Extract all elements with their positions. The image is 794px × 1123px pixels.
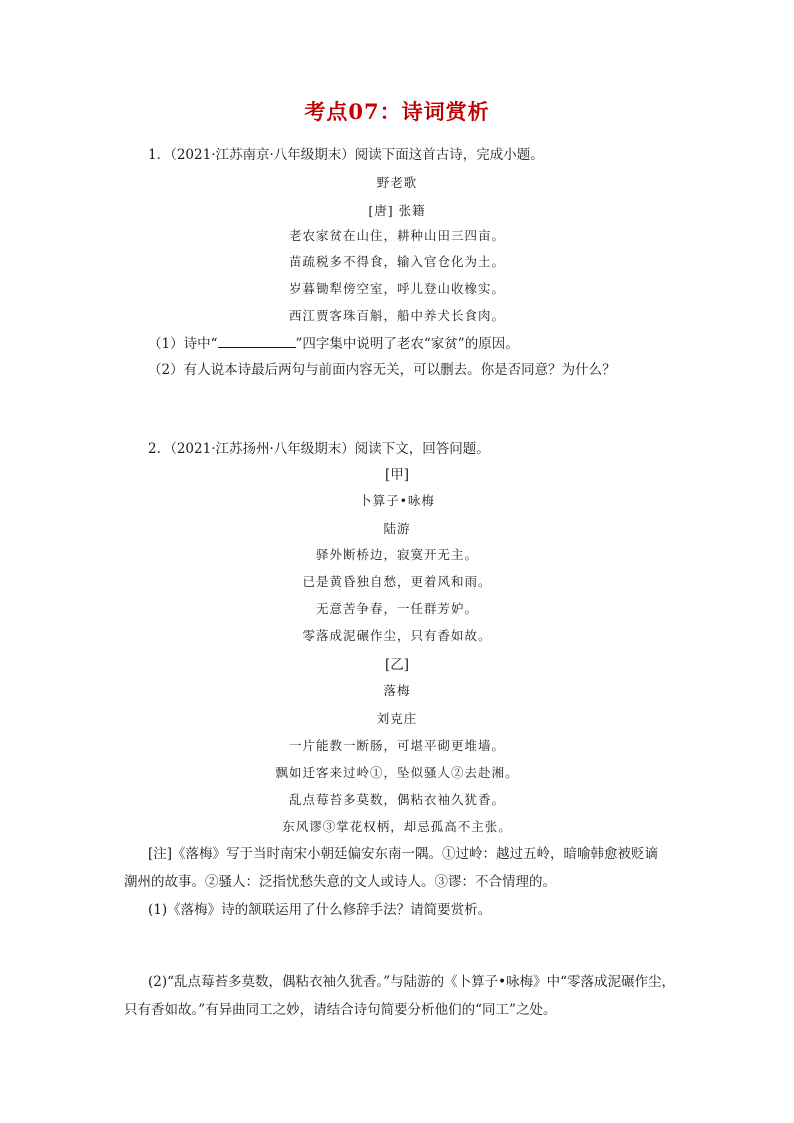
q2-note-line: 潮州的故事。②骚人：泛指忧愁失意的文人或诗人。③谬：不合情理的。: [124, 874, 556, 890]
q2-yi-line: 东风谬③掌花权柄，却忌孤高不主张。: [282, 819, 512, 834]
q2-jia-line: 零落成泥碾作尘，只有香如故。: [302, 628, 492, 643]
q1-subquestion-2: （2）有人说本诗最后两句与前面内容无关，可以删去。你是否同意？为什么？: [148, 362, 616, 378]
answer-blank[interactable]: [218, 334, 296, 348]
q1-heading: 1．（2021·江苏南京·八年级期末）阅读下面这首古诗，完成小题。: [148, 147, 544, 163]
q2-jia-line: 驿外断桥边，寂寞开无主。: [315, 547, 478, 562]
q2-subquestion-2-line1: (2)“乱点莓苔多莫数，偶粘衣袖久犹香。”与陆游的《卜算子•咏梅》中“零落成泥碾作尘，: [148, 974, 676, 990]
q2-jia-line: 无意苦争春，一任群芳妒。: [315, 601, 478, 616]
q1-poem-line: 岁暮锄犁傍空室，呼儿登山收橡实。: [288, 281, 505, 296]
q2-jia-author: 陆游: [383, 521, 411, 536]
q2-jia-line: 已是黄昏独自愁，更着风和雨。: [302, 574, 492, 589]
q1-poem-author: [唐] 张籍: [368, 203, 426, 218]
q2-jia-label: [甲]: [384, 467, 410, 483]
page-title: 考点07：诗词赏析: [304, 99, 490, 124]
q1-poem-line: 西江贾客珠百斛，船中养犬长食肉。: [288, 308, 505, 323]
q1-subquestion-1: [148, 334, 519, 353]
q1-sub1-prefix: （1）诗中“: [148, 336, 218, 352]
q1-poem-title: 野老歌: [376, 175, 418, 190]
q2-yi-line: 飘如迁客来过岭①，坠似骚人②去赴湘。: [275, 765, 519, 780]
q1-sub1-suffix: ”四字集中说明了老农“家贫”的原因。: [295, 336, 519, 352]
q1-poem-line: 老农家贫在山住，耕种山田三四亩。: [288, 228, 505, 243]
q2-jia-title: 卜算子•咏梅: [359, 493, 435, 508]
q2-subquestion-1: (1)《落梅》诗的颔联运用了什么修辞手法？请简要赏析。: [148, 902, 492, 918]
q2-heading: 2．（2021·江苏扬州·八年级期末）阅读下文，回答问题。: [148, 441, 490, 457]
q2-subquestion-2-line2: 只有香如故。”有异曲同工之妙，请结合诗句简要分析他们的“同工”之处。: [124, 1002, 557, 1018]
q1-poem-line: 苗疏税多不得食，输入官仓化为土。: [288, 254, 505, 269]
q2-yi-label: [乙]: [384, 657, 410, 673]
q2-yi-line: 乱点莓苔多莫数，偶粘衣袖久犹香。: [288, 792, 505, 807]
q2-yi-author: 刘克庄: [376, 711, 418, 726]
q2-yi-line: 一片能教一断肠，可堪平砌更堆墙。: [288, 738, 505, 753]
q2-note-line: [注]《落梅》写于当时南宋小朝廷偏安东南一隅。①过岭：越过五岭，暗喻韩愈被贬谪: [148, 846, 659, 862]
q2-yi-title: 落梅: [383, 683, 411, 698]
